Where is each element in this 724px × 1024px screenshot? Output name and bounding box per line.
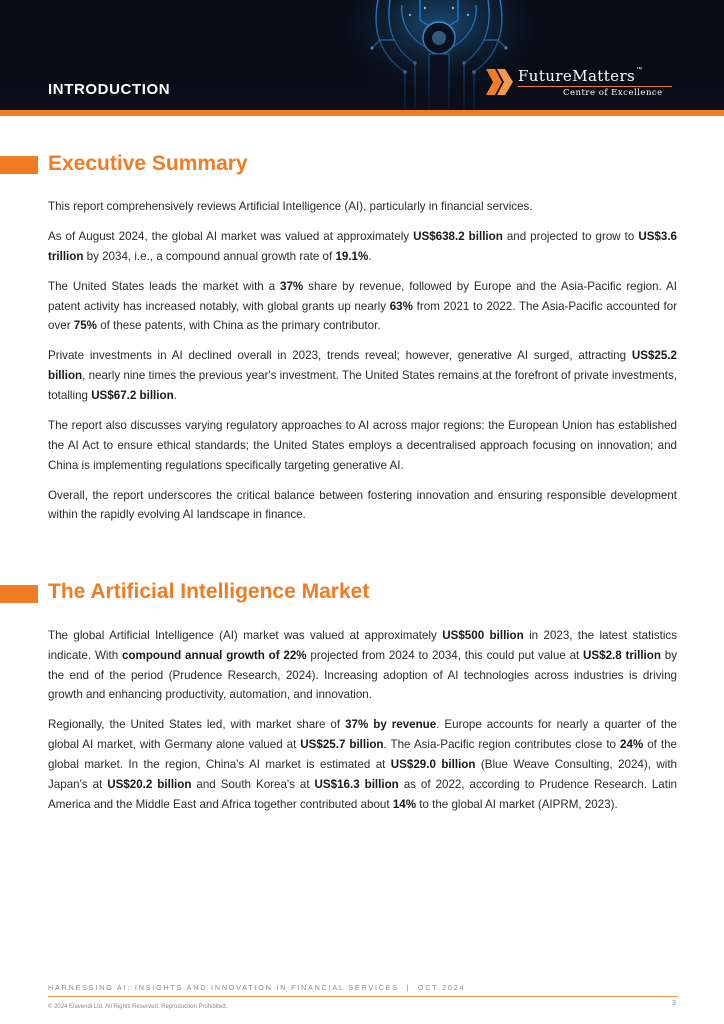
paragraph-text: and projected to grow to — [502, 229, 639, 243]
paragraph-text: of the global market. In the region, China's AI market is estimated at — [48, 738, 677, 771]
paragraph-text: by the end of the period (Prudence Research, 2024). Increasing adoption of AI technologies across industries is driving growth and enhancing productivity, automation, and innovation. — [48, 648, 678, 702]
highlight-figure: 24% — [620, 738, 644, 752]
highlight-figure: 75% — [73, 319, 97, 333]
paragraph — [48, 227, 677, 267]
trademark-mark: ™ — [636, 67, 643, 73]
paragraph-text: as of 2022, according to Prudence Research. Latin America and the Middle East and Africa together contributed about — [48, 777, 677, 811]
highlight-figure: 19.1% — [335, 249, 369, 263]
paragraph-text: and South Korea's at — [191, 777, 315, 791]
paragraph-text: to the global AI market (AIPRM, 2023). — [416, 797, 618, 811]
paragraph-text: The global Artificial Intelligence (AI) market was valued at approximately — [48, 629, 443, 642]
paragraph-text: projected from 2024 to 2034, this could put value at — [306, 648, 584, 662]
paragraph-text: Overall, the report underscores the critical balance between fostering innovation and ensuring responsible development within the rapidly evolving AI landscape in finance. — [48, 488, 677, 522]
futurematters-logo — [486, 66, 686, 100]
executive-summary-body — [48, 197, 677, 535]
highlight-figure: 37% — [280, 279, 304, 293]
logo-wordmark — [518, 67, 643, 85]
highlight-figure: US$25.2 billion — [48, 349, 677, 383]
header-accent-stripe — [0, 110, 724, 116]
paragraph — [48, 346, 677, 405]
paragraph-text: (Blue Weave Consulting, 2024), with Japan's at — [48, 757, 677, 791]
executive-summary-heading: Executive Summary — [48, 152, 248, 175]
section-marker — [0, 585, 38, 603]
highlight-figure: US$29.0 billion — [390, 757, 476, 771]
highlight-figure: US$25.7 billion — [300, 738, 384, 752]
paragraph — [48, 486, 677, 526]
section-marker — [0, 156, 38, 174]
paragraph — [48, 715, 677, 814]
highlight-figure: US$20.2 billion — [107, 777, 192, 791]
footer-date: OCT 2024 — [417, 983, 466, 992]
paragraph-text: This report comprehensively reviews Artificial Intelligence (AI), particularly in financial services. — [48, 200, 533, 213]
logo-name-text: FutureMatters — [518, 67, 636, 85]
highlight-figure: US$67.2 billion — [91, 388, 174, 402]
section-label: INTRODUCTION — [48, 81, 171, 98]
highlight-figure: US$3.6 trillion — [48, 229, 677, 263]
logo-divider — [518, 86, 672, 87]
paragraph-text: in 2023, the latest statistics indicate. With — [48, 629, 678, 662]
paragraph-text: of these patents, with China as the primary contributor. — [97, 319, 381, 333]
ai-market-body — [48, 626, 677, 825]
paragraph-text: Regionally, the United States led, with market share of — [48, 718, 346, 732]
ai-market-heading: The Artificial Intelligence Market — [48, 580, 370, 603]
paragraph-text: . Europe accounts for nearly a quarter of the global AI market, with Germany alone valued at — [48, 718, 678, 752]
footer-document-title — [48, 983, 465, 992]
highlight-figure: US$2.8 trillion — [583, 648, 661, 662]
paragraph-text: As of August 2024, the global AI market was valued at approximately — [48, 229, 414, 243]
highlight-figure: US$500 billion — [442, 629, 524, 642]
double-chevron-icon — [486, 69, 514, 95]
footer-divider — [48, 996, 678, 997]
paragraph-text: . The Asia-Pacific region contributes close to — [383, 738, 620, 752]
paragraph-text: The report also discusses varying regulatory approaches to AI across major regions: the European Union has established the AI Act to ensure ethical standards; the United States employs a decentralised approach focusing on innovation; and China is implementing regulations specifically targeting generative AI. — [48, 418, 677, 472]
highlight-figure: 63% — [389, 299, 413, 313]
page-number: 3 — [672, 1000, 676, 1007]
paragraph-text: , nearly nine times the previous year's investment. The United States remains at the forefront of private investments, totalling — [48, 369, 677, 402]
paragraph-text: . — [173, 388, 177, 402]
highlight-figure: US$16.3 billion — [314, 777, 399, 791]
paragraph-text: share by revenue, followed by Europe and the Asia-Pacific region. AI patent activity has increased notably, with global grants up nearly — [48, 279, 678, 313]
paragraph — [48, 197, 677, 217]
highlight-figure: 37% by revenue — [345, 718, 437, 732]
footer-copyright: © 2024 Elavendi Ltd. All Rights Reserved. Reproduction Prohibited. — [48, 1004, 228, 1010]
paragraph-text: The United States leads the market with a — [48, 279, 281, 293]
header-banner — [0, 0, 724, 110]
footer-separator: | — [406, 983, 411, 992]
paragraph-text: Private investments in AI declined overall in 2023, trends reveal; however, generative AI surged, attracting — [48, 349, 632, 363]
paragraph-text: by 2034, i.e., a compound annual growth rate of — [83, 249, 336, 263]
paragraph — [48, 626, 677, 705]
paragraph — [48, 277, 677, 336]
logo-subtitle: Centre of Excellence — [563, 88, 663, 98]
highlight-figure: US$638.2 billion — [413, 229, 503, 243]
footer-title-text: HARNESSING AI: INSIGHTS AND INNOVATION IN FINANCIAL SERVICES — [48, 983, 399, 992]
paragraph-text: from 2021 to 2022. The Asia-Pacific accounted for over — [48, 299, 678, 333]
paragraph-text: . — [368, 249, 372, 263]
paragraph — [48, 416, 677, 475]
highlight-figure: compound annual growth of 22% — [121, 648, 307, 662]
highlight-figure: 14% — [392, 797, 417, 811]
